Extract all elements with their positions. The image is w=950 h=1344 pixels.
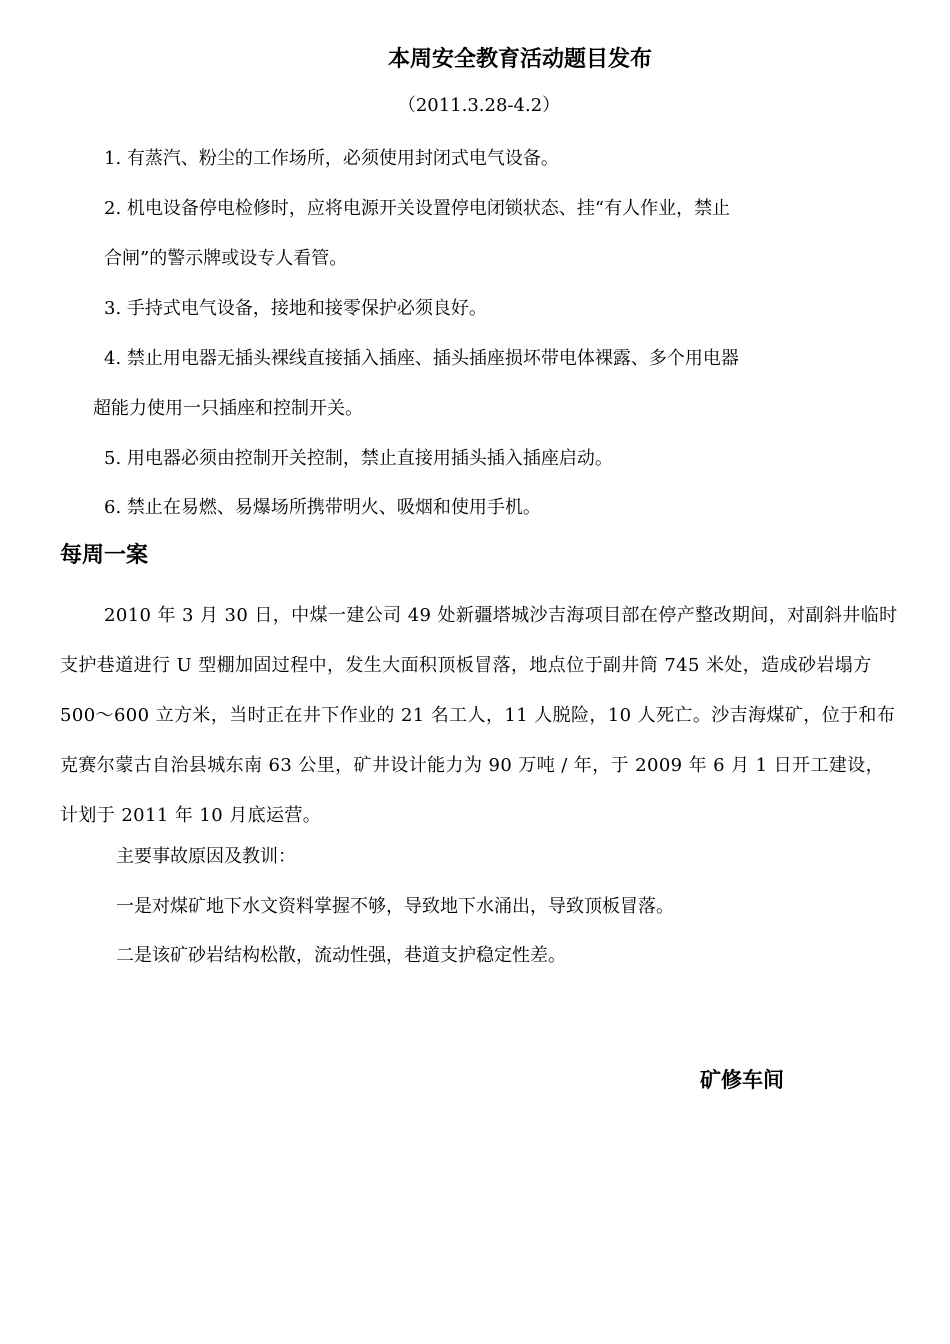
rule-text: 1. 有蒸汽、粉尘的工作场所，必须使用封闭式电气设备。 [104,148,559,169]
rule-item-1 [104,145,904,173]
signature: 矿修车间 [700,1068,784,1092]
rule-text: 5. 用电器必须由控制开关控制，禁止直接用插头插入插座启动。 [104,448,613,469]
rule-item-3 [104,295,904,323]
rule-item-6 [104,494,904,522]
weekly-case-heading: 每周一案 [60,543,149,568]
rule-item-4 [93,345,904,423]
lesson-item-1: 一是对煤矿地下水文资料掌握不够，导致地下水涌出，导致顶板冒落。 [116,896,674,917]
lesson-item-2: 二是该矿砂岩结构松散，流动性强，巷道支护稳定性差。 [116,945,566,966]
rule-item-2 [104,195,904,273]
analysis-heading: 主要事故原因及教训： [116,846,296,867]
rule-text-continuation: 超能力使用一只插座和控制开关。 [93,398,363,419]
document-title: 本周安全教育活动题目发布 [387,47,652,72]
weekly-case-body: 2010 年 3 月 30 日，中煤一建公司 49 处新疆塔城沙吉海项目部在停产整改期间，对副斜井临时支护巷道进行 U 型棚加固过程中，发生大面积顶板冒落，地点位于副井筒 745 米处，造成砂岩塌方 500～600 立方米，当时正在井下作业的 21 名工人，11 人脱险，10 人死亡。沙吉海煤矿，位于和布克赛尔蒙古自治县城东南 63 公里，矿井设计能力为 90 万吨 / 年，于 2009 年 6 月 1 日开工建设，计划于 2011 年 10 月底运营。 [60,605,898,826]
rule-text: 4. 禁止用电器无插头裸线直接插入插座、插头插座损坏带电体裸露、多个用电器 [104,348,739,369]
rule-text: 2. 机电设备停电检修时，应将电源开关设置停电闭锁状态、挂“有人作业，禁止 [104,198,731,219]
rule-text-continuation: 合闸”的警示牌或设专人看管。 [104,248,348,269]
rule-text: 3. 手持式电气设备，接地和接零保护必须良好。 [104,298,487,319]
rule-text: 6. 禁止在易燃、易爆场所携带明火、吸烟和使用手机。 [104,497,541,518]
date-range: （2011.3.28-4.2） [397,95,561,116]
rule-item-5 [104,445,904,473]
